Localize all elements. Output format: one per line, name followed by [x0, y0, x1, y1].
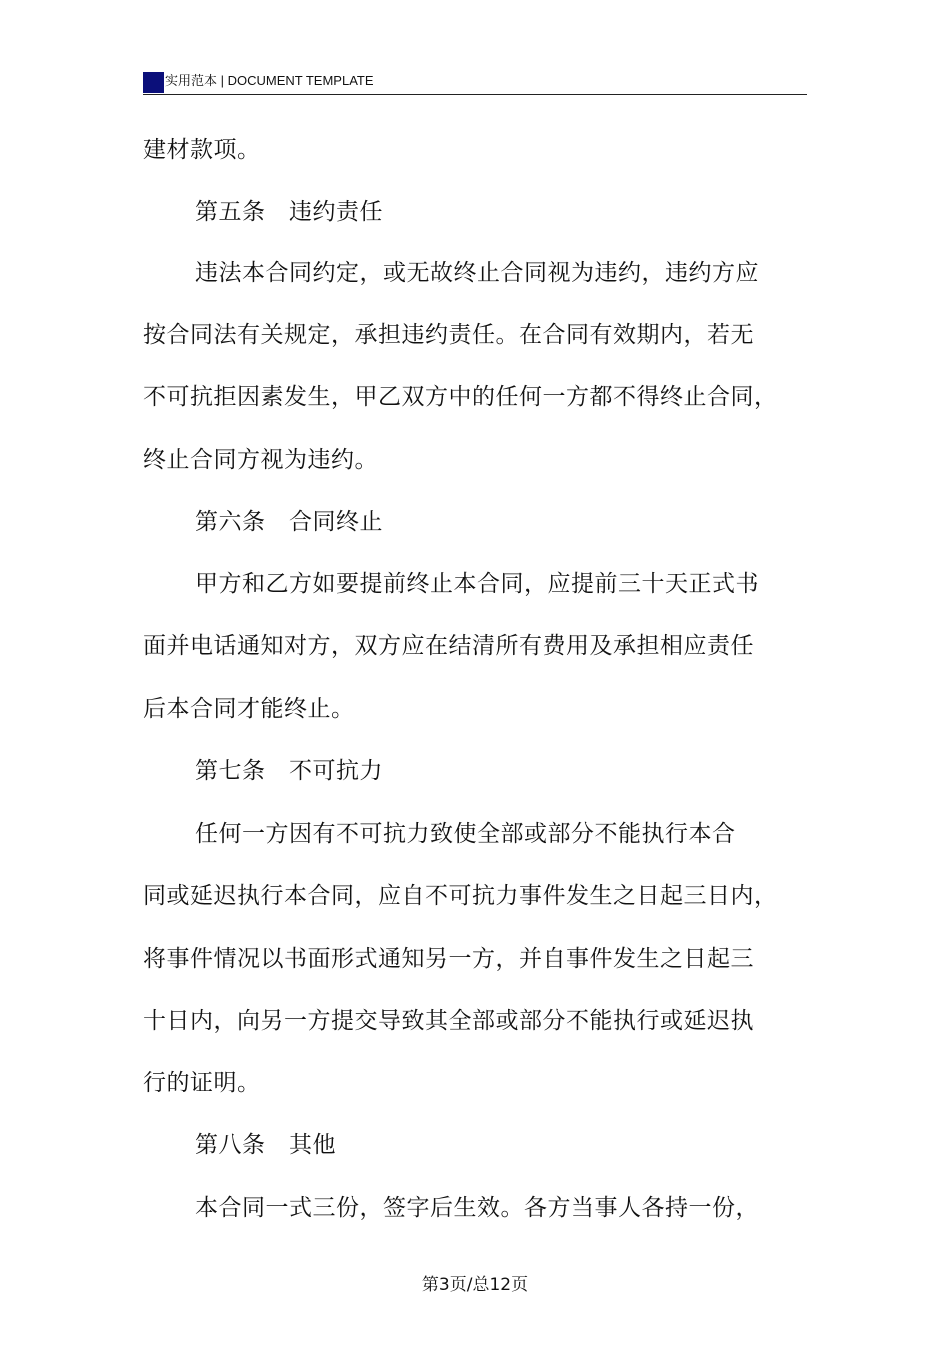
- article-heading: 第五条 违约责任: [195, 199, 383, 225]
- body-line: 面并电话通知对方，双方应在结清所有费用及承担相应责任: [143, 633, 754, 659]
- body-line: 违法本合同约定，或无故终止合同视为违约，违约方应: [195, 260, 759, 286]
- header-title: 实用范本 | DOCUMENT TEMPLATE: [165, 73, 374, 88]
- body-line: 后本合同才能终止。: [143, 696, 355, 722]
- body-line: 同或延迟执行本合同，应自不可抗力事件发生之日起三日内，: [143, 883, 778, 909]
- article-heading: 第六条 合同终止: [195, 509, 383, 535]
- body-line: 不可抗拒因素发生，甲乙双方中的任何一方都不得终止合同，: [143, 384, 778, 410]
- body-line: 甲方和乙方如要提前终止本合同，应提前三十天正式书: [195, 571, 759, 597]
- body-line: 行的证明。: [143, 1070, 261, 1096]
- article-heading: 第七条 不可抗力: [195, 758, 383, 784]
- body-line: 十日内，向另一方提交导致其全部或部分不能执行或延迟执: [143, 1008, 754, 1034]
- body-line: 按合同法有关规定，承担违约责任。在合同有效期内，若无: [143, 322, 754, 348]
- body-line: 将事件情况以书面形式通知另一方，并自事件发生之日起三: [143, 946, 754, 972]
- body-line: 任何一方因有不可抗力致使全部或部分不能执行本合: [195, 821, 736, 847]
- page-header: [143, 70, 807, 95]
- body-line: 本合同一式三份，签字后生效。各方当事人各持一份，: [195, 1195, 759, 1221]
- page-number: 第3页/总12页: [421, 1275, 529, 1295]
- header-logo-block: [143, 72, 164, 93]
- article-heading: 第八条 其他: [195, 1132, 336, 1158]
- body-line: 终止合同方视为违约。: [143, 447, 378, 473]
- body-line: 建材款项。: [143, 137, 261, 163]
